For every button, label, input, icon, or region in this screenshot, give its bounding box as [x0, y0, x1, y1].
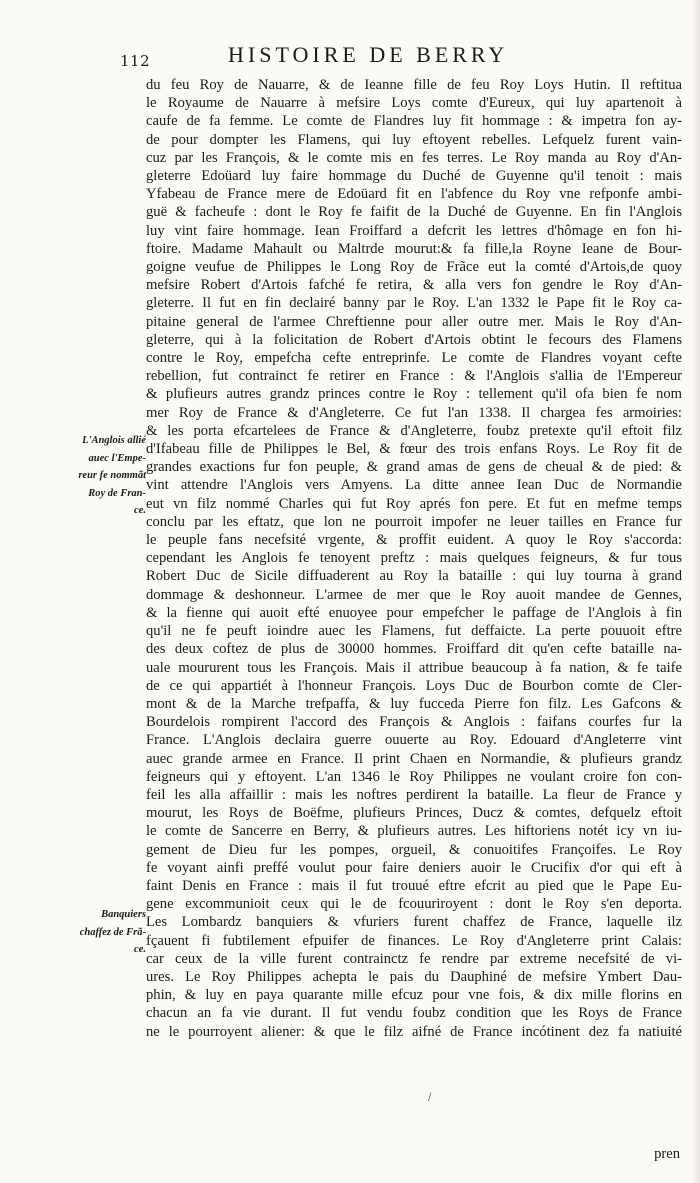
text-line: chacun an fa vie durant. Il fut vendu foubz condition que les Roys de France [146, 1005, 682, 1022]
text-line: car ceux de la ville furent contrainctz fe rendre par extreme necefsité de vi- [146, 950, 682, 967]
text-line: grandes exactions fur fon peuple, & grand amas de gens de cheual & de pied: & [146, 459, 682, 476]
stray-mark: / [428, 1092, 432, 1103]
text-line: & la fienne qui auoit efté enuoyee pour empefcher le paffage de l'Anglois à fin [146, 604, 682, 621]
text-line: contre le Roy, empefcha cefte entreprinfe. Le comte de Flandres voyant cefte [146, 350, 682, 367]
text-line: de pour dompter les Flamens, qui luy eftoyent rebelles. Lefquelz furent vain- [146, 131, 682, 148]
catchword: pren [654, 1146, 680, 1162]
text-line: le peuple fans necefsité vrgente, & proffit euident. A quoy le Roy s'accorda: [146, 532, 682, 549]
text-line: des deux coftez de plus de 30000 hommes. Froiffard dit qu'en cefte bataille na- [146, 641, 682, 658]
text-line: Les Lombardz banquiers & vfuriers furent chaffez de France, laquelle ilz [146, 914, 682, 931]
text-line: feigneurs qui y eftoyent. L'an 1346 le Roy Philippes ne voulant croire fon con- [146, 768, 682, 785]
text-line: phin, & luy en paya quarante mille efcuz pour vne fois, & dix mille florins en [146, 987, 682, 1004]
margin-note-line: ce. [134, 505, 146, 516]
text-line: de ce qui appartiét à l'honneur François. Loys Duc de Bourbon comte de Cler- [146, 677, 682, 694]
text-line: uale moururent tous les François. Mais il attribue beaucoup à fa nation, & fe taife [146, 659, 682, 676]
text-line: le Royaume de Nauarre à mefsire Loys comte d'Eureux, qui luy apartenoit à [146, 95, 682, 112]
text-line: conclu par les eftatz, que lon ne pourroit impofer ne leuer tailles en France fur [146, 513, 682, 530]
text-line: dommage & deshonneur. L'armee de mer que le Roy auoit mandee de Gennes, [146, 586, 682, 603]
text-line: Bourdelois rompirent l'accord des François & Anglois : faifans courfes fur la [146, 714, 682, 731]
text-line: gleterre. Il fut en fin declairé banny par le Roy. L'an 1332 le Pape fit le Roy ca- [146, 295, 682, 312]
text-line: ures. Le Roy Philippes achepta le pais du Dauphiné de mefsire Ymbert Dau- [146, 968, 682, 985]
text-line: ne le pourroyent aliener: & que le filz aifné de France incótinent dez fa natiuité [146, 1023, 682, 1040]
text-line: goigne veufue de Philippes le Long Roy de Frãce eut la comté d'Artois,de quoy [146, 259, 682, 276]
margin-note-line: ce. [134, 944, 146, 955]
page-edge-shadow [692, 0, 700, 1183]
text-line: mourut, les Roys de Boëfme, plufieurs Princes, Ducz & comtes, defquelz eftoit [146, 805, 682, 822]
margin-note-line: reur fe nommãt [78, 470, 146, 481]
text-line: du feu Roy de Nauarre, & de Ieanne fille de feu Roy Loys Hutin. Il reftitua [146, 77, 682, 93]
text-line: qu'il ne fe peuft ioindre auec les Flamens, fut deffaicte. La perte pouuoit eftre [146, 623, 682, 640]
page-number: 112 [120, 52, 151, 70]
margin-note-line: Banquiers [101, 909, 146, 920]
text-line: auec grande armee en France. Il print Chaen en Normandie, & plufieurs grandz [146, 750, 682, 767]
body-text [146, 76, 682, 1041]
text-line: gene excommunioit ceux qui le de fcouuriroyent : dont le Roy s'en deporta. [146, 896, 682, 913]
text-line: fçauent fi fubtilement efpuifer de finances. Le Roy d'Angleterre print Calais: [146, 932, 682, 949]
running-head: HISTOIRE DE BERRY [228, 42, 509, 67]
text-line: feil les alla affaillir : mais les noftres perdirent la bataille. La fleur de France y [146, 786, 682, 803]
text-line: cependant les Anglois fe tenoyent preftz : mais quelques feigneurs, & fur tous [146, 550, 682, 567]
text-line: pitaine general de l'armee Chreftienne pour aller outre mer. Mais le Roy d'An- [146, 313, 682, 330]
margin-note-anglois [60, 432, 146, 520]
text-line: le comte de Sancerre en Berry, & plufieurs autres. Les hiftoriens notét icy vn iu- [146, 823, 682, 840]
text-line: gement de Dieu fur les pompes, orgueil, & conuoitifes Françoifes. Le Roy [146, 841, 682, 858]
text-line: Robert Duc de Sicile diffuaderent au Roy la bataille : qui luy tourna à grand [146, 568, 682, 585]
text-line: gleterre, qui à la folicitation de Robert d'Artois obtint le fecours des Flamens [146, 331, 682, 348]
text-line: fe voyant ainfi preffé voulut pour faire deniers auoir le Crucifix d'or qui eft à [146, 859, 682, 876]
margin-note-line: chaffez de Frã- [79, 926, 146, 938]
text-line: vint attendre l'Anglois vers Amyens. La ditte annee Iean Duc de Normandie [146, 477, 682, 494]
margin-note-line: L'Anglois allié [82, 435, 146, 446]
margin-note-banquiers [60, 906, 146, 959]
text-line: mont & de la Marche trefpaffa, & luy fucceda Pierre fon filz. Les Gafcons & [146, 695, 682, 712]
text-line: luy vint faire hommage. Iean Froiffard a defcrit les lettres d'hômage en fon hi- [146, 222, 682, 239]
text-line: mer Roy de France & d'Angleterre. Ce fut l'an 1338. Il chargea fes armoiries: [146, 404, 682, 421]
text-line: mefsire Robert d'Artois fafché fe retira, & alla vers fon gendre le Roy d'An- [146, 277, 682, 294]
text-line: eut vn filz nommé Charles qui fut Roy aprés fon pere. Et fut en mefme temps [146, 495, 682, 512]
text-line: gleterre Edoüard luy faire hommage du Duché de Guyenne qu'il tenoit : mais [146, 168, 682, 185]
margin-note-line: Roy de Fran- [88, 487, 146, 499]
text-line: guë & facheufe : dont le Roy fe faifit de la Duché de Guyenne. En fin l'Anglois [146, 204, 682, 221]
text-line: d'Ifabeau fille de Philippes le Bel, & fœur des trois enfans Roys. Le Roy fit de [146, 441, 682, 458]
text-line: caufe de fa femme. Le comte de Flandres luy fit hommage : & impetra fon ay- [146, 113, 682, 130]
text-line: rebellion, fut contrainct fe retirer en France : & l'Anglois s'allia de l'Empereur [146, 368, 682, 385]
text-line: France. L'Anglois declaira guerre ouuerte au Roy. Edouard d'Angleterre vint [146, 732, 682, 749]
text-line: & les porta efcartelees de France & d'Angleterre, foubz pretexte qu'il eftoit filz [146, 422, 682, 439]
text-line: & plufieurs autres grandz princes contre le Roy : tellement qu'il ofa bien fe nom [146, 386, 682, 403]
text-line: ftoire. Madame Mahault ou Maltrde mourut:& fa fille,la Royne Ieane de Bour- [146, 240, 682, 257]
margin-note-line: auec l'Empe- [88, 452, 146, 464]
text-line: Yfabeau de France mere de Edoüard fit en l'abfence du Roy vne refponfe ambi- [146, 186, 682, 203]
text-line: faint Denis en France : mais il fut trouué eftre efcrit au pied que le Pape Eu- [146, 877, 682, 894]
text-line: cuz par les François, & le comte mis en fes terres. Le Roy manda au Roy d'An- [146, 149, 682, 166]
